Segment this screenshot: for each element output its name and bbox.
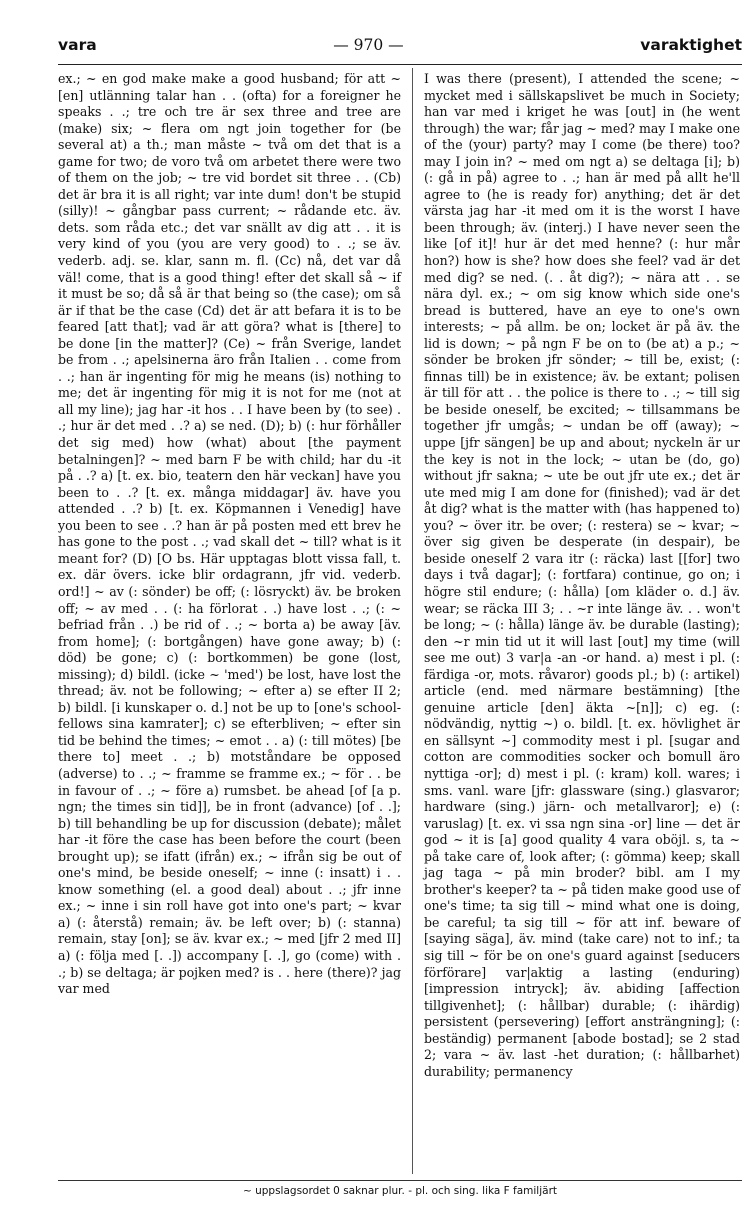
left-column [58, 71, 401, 998]
left-headword: vara [58, 36, 97, 54]
footer-legend: ~ uppslagsordet 0 saknar plur. - pl. och sing. lika F familjärt [242, 1185, 558, 1197]
right-column [424, 71, 740, 1080]
right-headword: varaktighet [640, 36, 742, 54]
footer-rule [58, 1180, 742, 1181]
header-rule [58, 64, 742, 65]
left-column-text: ex.; ~ en god make make a good husband; för att ~ [en] utlänning talar han . . (ofta) for a foreigner he speaks . .; tre och tre är sex three and tree are (make) six; ~ flera om ngt join together for (be several at) a th.; man måste ~ två om det that is a game for two; de voro två om arbetet there were two of them on the job; ~ tre vid bordet sit three . . (Cb) det är bra it is all right; var inte dum! don't be stupid (silly)! ~ gångbar pass current; ~ rådande etc. äv. dets. som råda etc.; det var snällt av dig att . . it is very kind of you (you are very good) to . .; se äv. vederb. adj. se. klar, sann m. fl. (Cc) nå, det var då väl! come, that is a good thing! efter det skall så ~ if it must be so; då så är that being so (the case); om så är if that be the case (Cd) det är att befara it is to be feared [att that]; vad är att göra? what is [there] to be done [in the matter]? (Ce) ~ från Sverige, landet be from . .; apelsinerna äro från Italien . . come from . .; han är ingenting för mig he means (is) nothing to me; det är ingenting för mig it is not for me (not at all my line); jag har -it hos . . I have been by (to see) . .; hur är det med . .? a) se ned. (D); b) (: hur förhåller det sig med) how (what) about [the payment betalningen]? ~ med barn F be with child; har du -it på . .? a) [t. ex. bio, teatern den här veckan] have you been to . .? [t. ex. många middagar] äv. have you attended . .? b) [t. ex. Köpmannen i Venedig] have you been to see . .? han är på posten med ett brev he has gone to the post . .; vad skall det ~ till? what is it meant for? (D) [O bs. Här upptagas blott vissa fall, t. ex. där övers. icke blir ordagrann, jfr vid. vederb. ord!] ~ av (: sönder) be off; (: lösryckt) äv. be broken off; ~ av med . . (: ha förlorat . .) have lost . .; (: ~ befriad från . .) be rid of . .; ~ borta a) be away [äv. from home]; (: bortgången) have gone away; b) (: död) be gone; c) (: bortkommen) be gone (lost, missing); d) bildl. (icke ~ 'med') be lost, have lost the thread; äv. not be following; ~ efter a) se efter II 2; b) bildl. [i kunskaper o. d.] not be up to [one's school-fellows sina kamrater]; c) se efterbliven; ~ efter sin tid be behind the times; ~ emot . . a) (: till mötes) [be there to] meet . .; b) motståndare be opposed (adverse) to . .; ~ framme se framme ex.; ~ för . . be in favour of . .; ~ före a) rumsbet. be ahead [of [a p. ngn; the times sin tid]], be in front (advance) [of . .]; b) till behandling be up for discussion (debate); målet har -it före the case has been before the court (been brought up); se ifatt (ifrån) ex.; ~ ifrån sig be out of one's mind, be beside oneself; ~ inne (: insatt) i . . know something (el. a good deal) about . .; jfr inne ex.; ~ inne i sin roll have got into one's part; ~ kvar a) (: återstå) remain; äv. be left over; b) (: stanna) remain, stay [on]; se äv. kvar ex.; ~ med [jfr 2 med II] a) (: följa med [. .]) accompany [. .], go (come) with . .; b) se deltaga; är pojken med? is . . here (there)? jag var med [58, 71, 401, 997]
right-column-text: I was there (present), I attended the scene; ~ mycket med i sällskapslivet be much in Society; han var med i kriget he was [out] in (he went through) the war; får jag ~ med? may I make one of the (your) party? may I come (be there) too? may I join in? ~ med om ngt a) se deltaga [i]; b) (: gå in på) agree to . .; han är med på allt he'll agree to (he is ready for) anything; det är det värsta jag har -it med om it is the worst I have been through; äv. (interj.) I have never seen the like [of it]! hur är det med henne? (: hur mår hon?) how is she? how does she feel? vad är det med dig? se ned. (. . åt dig?); ~ nära att . . se nära dyl. ex.; ~ om sig know which side one's bread is buttered, have an eye to one's own interests; ~ på allm. be on; locket är på äv. the lid is down; ~ på ngn F be on to (be at) a p.; ~ sönder be broken jfr sönder; ~ till be, exist; (: finnas till) be in existence; äv. be extant; polisen är till för att . . the police is there to . .; ~ till sig be beside oneself, be excited; ~ tillsammans be together jfr umgås; ~ undan be off (away); ~ uppe [jfr sängen] be up and about; nyckeln är ur the key is not in the lock; ~ utan be (do, go) without jfr sakna; ~ ute be out jfr ute ex.; det är ute med mig I am done for (finished); vad är det åt dig? what is the matter with (has happened to) you? ~ över itr. be over; (: restera) se ~ kvar; ~ över sig given be desperate (in despair), be beside oneself 2 vara itr (: räcka) last [[for] two days i två dagar]; (: fortfara) continue, go on; i högre stil endure; (: hålla) [om kläder o. d.] äv. wear; se räcka III 3; . . ~r inte länge äv. . . won't be long; ~ (: hålla) länge äv. be durable (lasting); den ~r min tid ut it will last [out] my time (will see me out) 3 var|a -an -or hand. a) mest i pl. (: färdiga -or, mots. råvaror) goods pl.; b) (: artikel) article (end. med närmare bestämning) [the genuine article [den] äkta ~[n]]; c) eg. (: nödvändig, nyttig ~) o. bildl. [t. ex. hövlighet är en sällsynt ~] commodity mest i pl. [sugar and cotton are commodities socker och bomull äro nyttiga -or]; d) mest i pl. (: kram) koll. wares; i sms. vanl. ware [jfr: glassware (sing.) glasvaror; hardware (sing.) järn- och metallvaror]; e) (: varuslag) [t. ex. vi ssa ngn sina -or] line — det är god ~ it is [a] good quality 4 vara oböjl. s, ta ~ på take care of, look after; (: gömma) keep; skall jag taga ~ på min broder? bibl. am I my brother's keeper? ta ~ på tiden make good use of one's time; ta sig till ~ mind what one is doing, be careful; ta sig till ~ för att inf. beware of [saying säga], äv. mind (take care) not to inf.; ta sig till ~ för be on one's guard against [seducers förförare] var|aktig a lasting (enduring) [impression intryck]; äv. abiding [affection tillgivenhet]; (: hållbar) durable; (: ihärdig) persistent (persevering) [effort ansträngning]; (: beständig) permanent [abode bostad]; se 2 stad 2; vara ~ äv. last -het duration; (: hållbarhet) durability; permanency [424, 71, 740, 1079]
page-number: — 970 — [333, 36, 404, 54]
column-divider [412, 68, 413, 1174]
page-header [58, 36, 742, 62]
